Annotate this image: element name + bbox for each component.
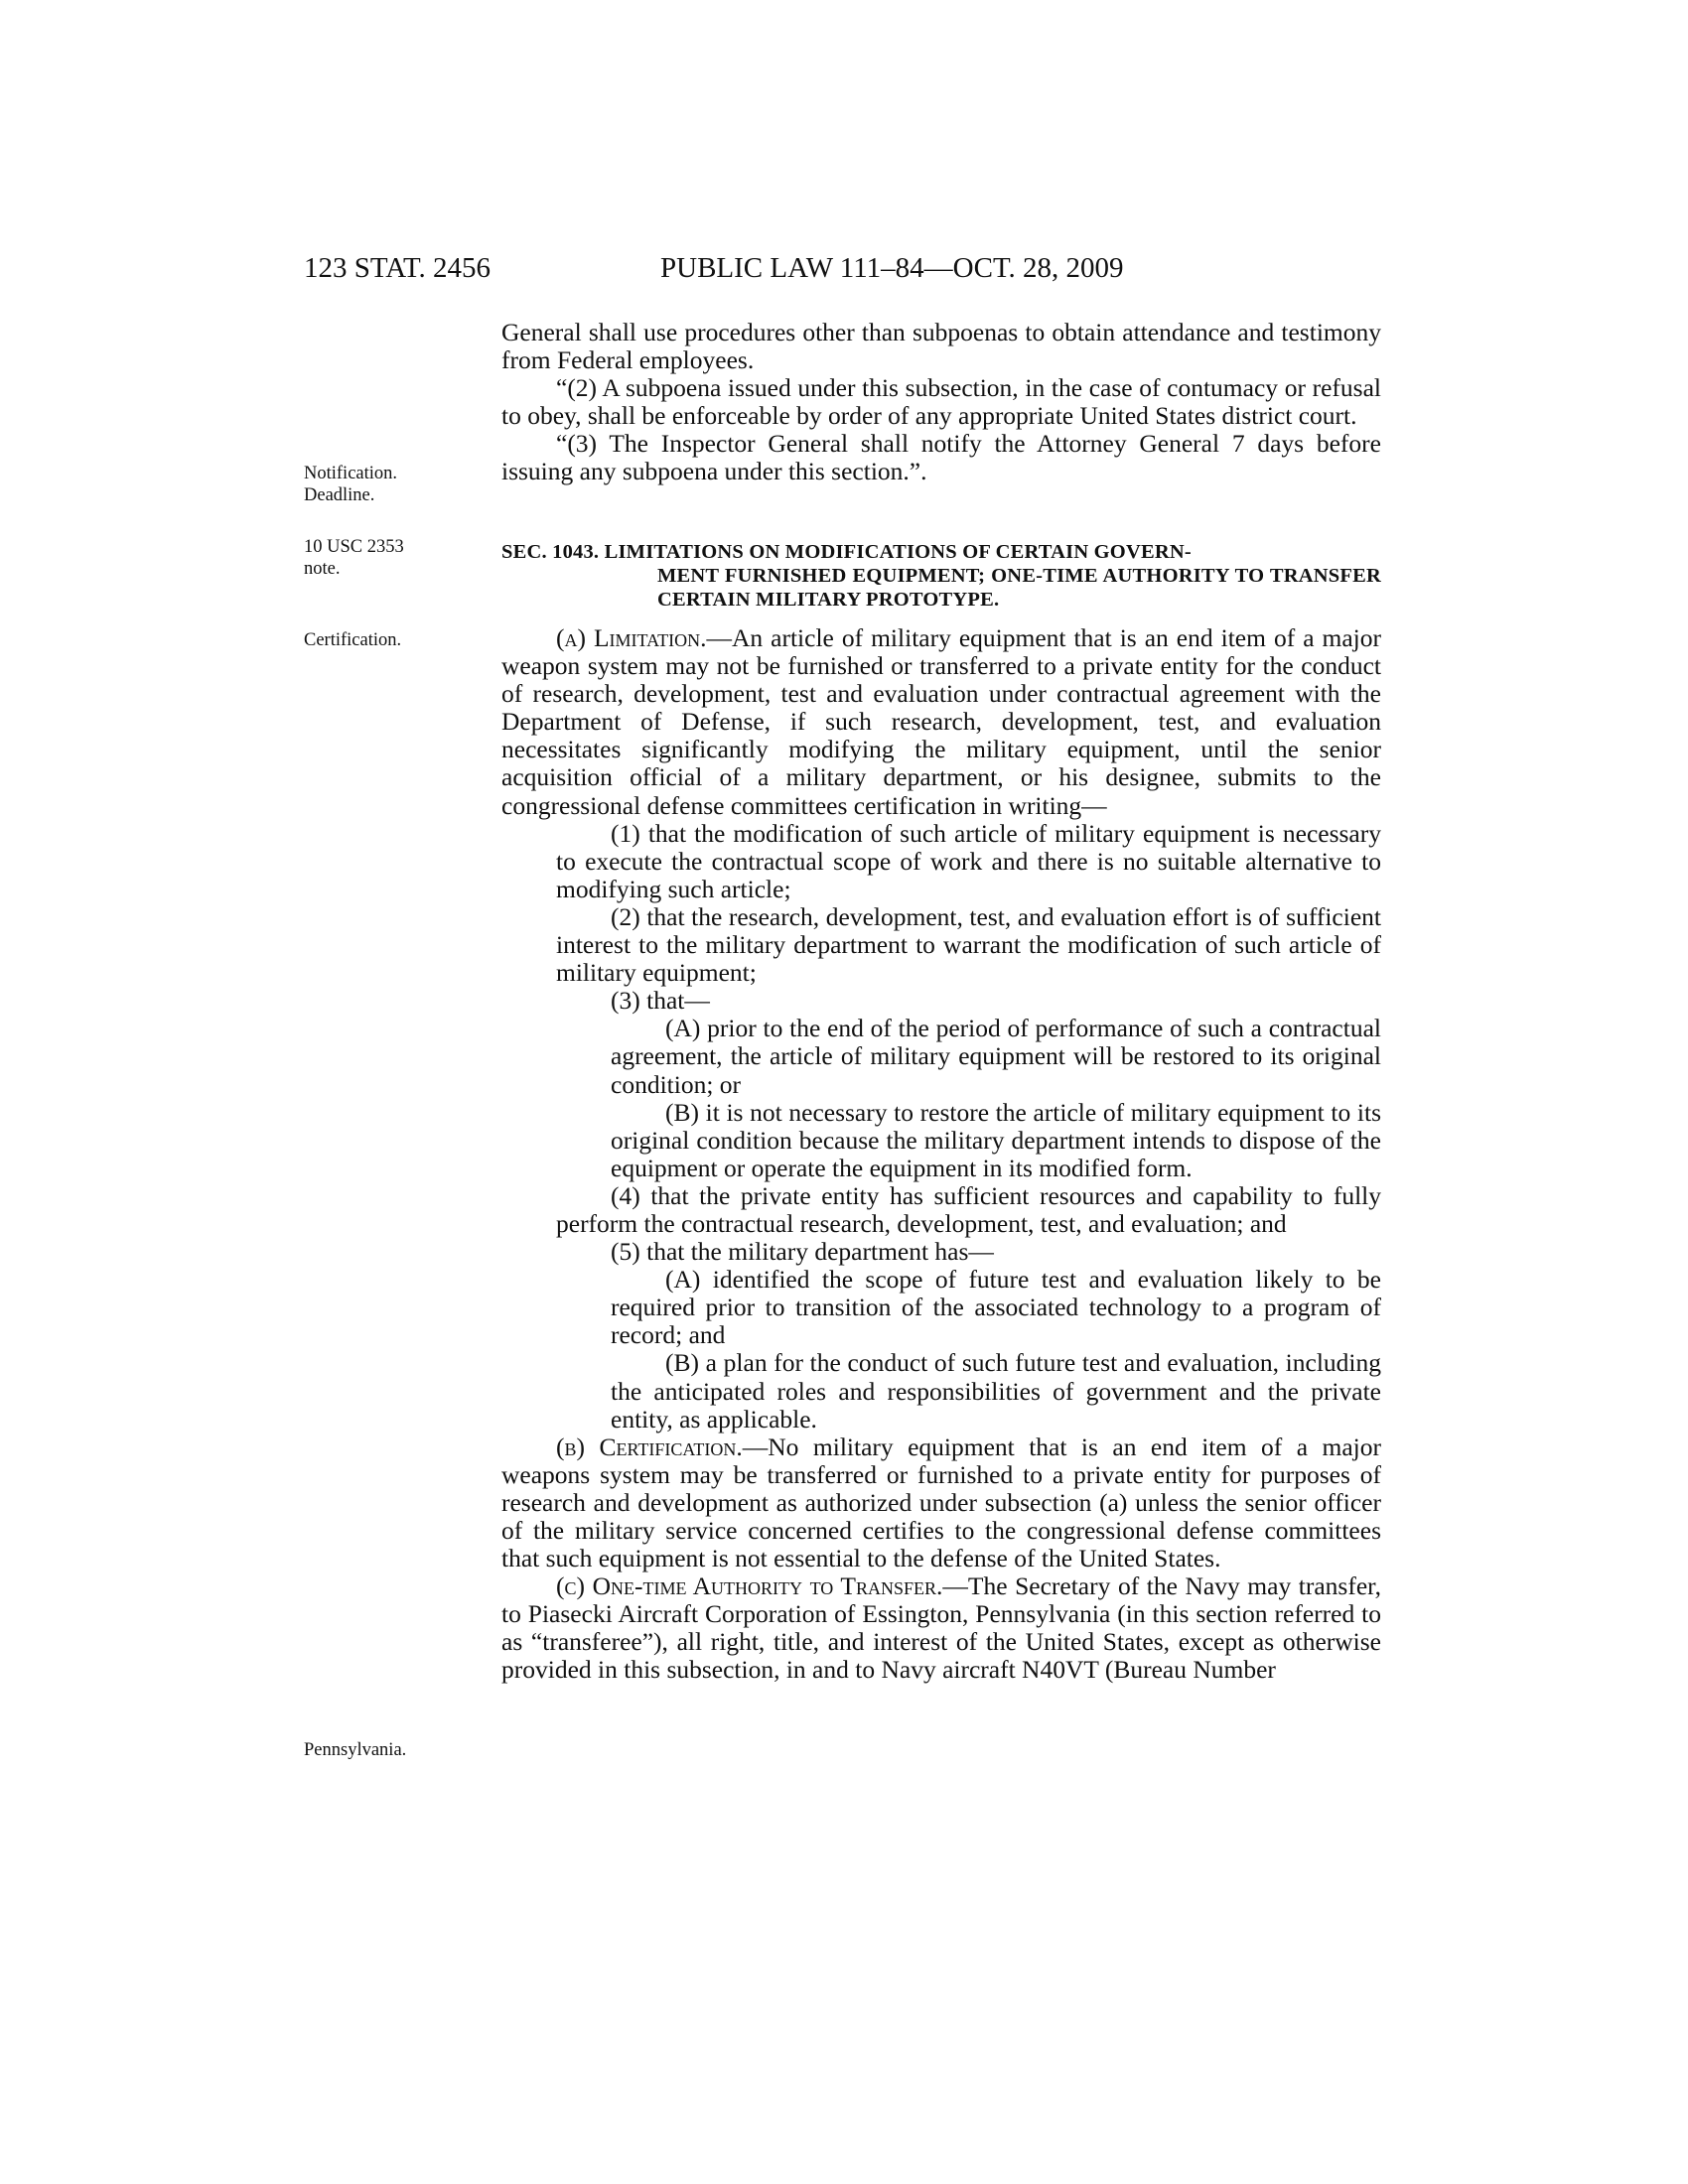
section-heading-line1 — [501, 540, 1381, 564]
item-1: (1) that the modification of such article of military equipment is necessary to execute the contractual scope of work and there is no suitable alternative to modifying such article; — [556, 818, 1381, 903]
subsection-b-text: —No military equipment that is an end item of a major weapons system may be transferred or furnished to a private entity for purposes of research and development as authorized under subsection (a) unless the senior officer of the military service concerned certifies to the congressional defense committees that such equipment is not essential to the defense of the United States. — [501, 1432, 1381, 1573]
page-title: PUBLIC LAW 111–84—OCT. 28, 2009 — [660, 252, 1124, 284]
paragraph-continuation: General shall use procedures other than subpoenas to obtain attendance and testimony from Federal employees. — [501, 318, 1381, 375]
margin-note-pennsylvania: Pennsylvania. — [304, 1740, 407, 1760]
margin-note-notification — [304, 463, 453, 506]
subsection-c — [501, 1572, 1381, 1684]
item-3: (3) that— — [611, 986, 710, 1016]
subsection-b — [501, 1433, 1381, 1572]
subsection-c-heading: (c) One-time Authority to Transfer. — [556, 1571, 943, 1601]
subsection-a-text: —An article of military equipment that is an end item of a major weapon system may not be furnished or transferred to a private entity for the conduct of research, development, test and evaluation under contractual agreement with the Department of Defense, if such research, development, test, and evaluation necessitates significantly modifying the military equipment, until the senior acquisition official of a military department, or his designee, submits to the congressional defense committees certification in writing— — [501, 623, 1381, 820]
section-title-rest: MENT FURNISHED EQUIPMENT; ONE-TIME AUTHORITY TO TRANSFER CERTAIN MILITARY PROTOTYPE. — [657, 565, 1381, 611]
item-4: (4) that the private entity has sufficient resources and capability to fully perform the contractual research, development, test, and evaluation; and — [556, 1180, 1381, 1238]
paragraph-subpoena-3: “(3) The Inspector General shall notify the Attorney General 7 days before issuing any subpoena under this section.”. — [501, 429, 1381, 486]
item-3a: (A) prior to the end of the period of performance of such a contractual agreement, the article of military equipment will be restored to its original condition; or — [611, 1014, 1381, 1099]
paragraph-subpoena-2: “(2) A subpoena issued under this subsection, in the case of contumacy or refusal to obey, shall be enforceable by order of any appropriate United States district court. — [501, 373, 1381, 431]
section-title-line1: LIMITATIONS ON MODIFICATIONS OF CERTAIN GOVERN- — [604, 541, 1192, 563]
section-heading — [501, 540, 1381, 612]
subsection-a — [501, 624, 1381, 820]
margin-note-usc — [304, 536, 453, 580]
margin-note-usc-line2: note. — [304, 559, 341, 579]
margin-note-deadline-text: Deadline. — [304, 485, 375, 505]
margin-note-usc-line1: 10 USC 2353 — [304, 537, 404, 557]
item-3b: (B) it is not necessary to restore the article of military equipment to its original condition because the military department intends to dispose of the equipment or operate the equipment in its modified form. — [611, 1097, 1381, 1182]
subsection-c-text: —The Secretary of the Navy may transfer, to Piasecki Aircraft Corporation of Essington, Pennsylvania (in this section referred to as “transferee”), all right, title, and interest of the United States, except as otherwise provided in this subsection, in and to Navy aircraft N40VT (Bureau Number — [501, 1571, 1382, 1685]
running-header — [298, 252, 1390, 292]
main-body — [501, 624, 1381, 1685]
section-label: SEC. 1043. — [501, 541, 600, 563]
page-reference: 123 STAT. 2456 — [304, 252, 492, 284]
subsection-b-heading: (b) Certification. — [556, 1432, 743, 1461]
item-5a: (A) identified the scope of future test and evaluation likely to be required prior to transition of the associated technology to a program of record; and — [611, 1265, 1381, 1350]
item-5b: (B) a plan for the conduct of such future test and evaluation, including the anticipated roles and responsibilities of government and the private entity, as applicable. — [611, 1348, 1381, 1433]
item-2: (2) that the research, development, test, and evaluation effort is of sufficient interest to the military department to warrant the modification of such article of military equipment; — [556, 901, 1381, 988]
margin-note-certification: Certification. — [304, 630, 402, 650]
subsection-a-heading: (a) Limitation. — [556, 623, 707, 652]
margin-note-notification-text: Notification. — [304, 464, 398, 483]
continuation-block — [501, 319, 1381, 486]
item-5: (5) that the military department has— — [611, 1237, 994, 1267]
